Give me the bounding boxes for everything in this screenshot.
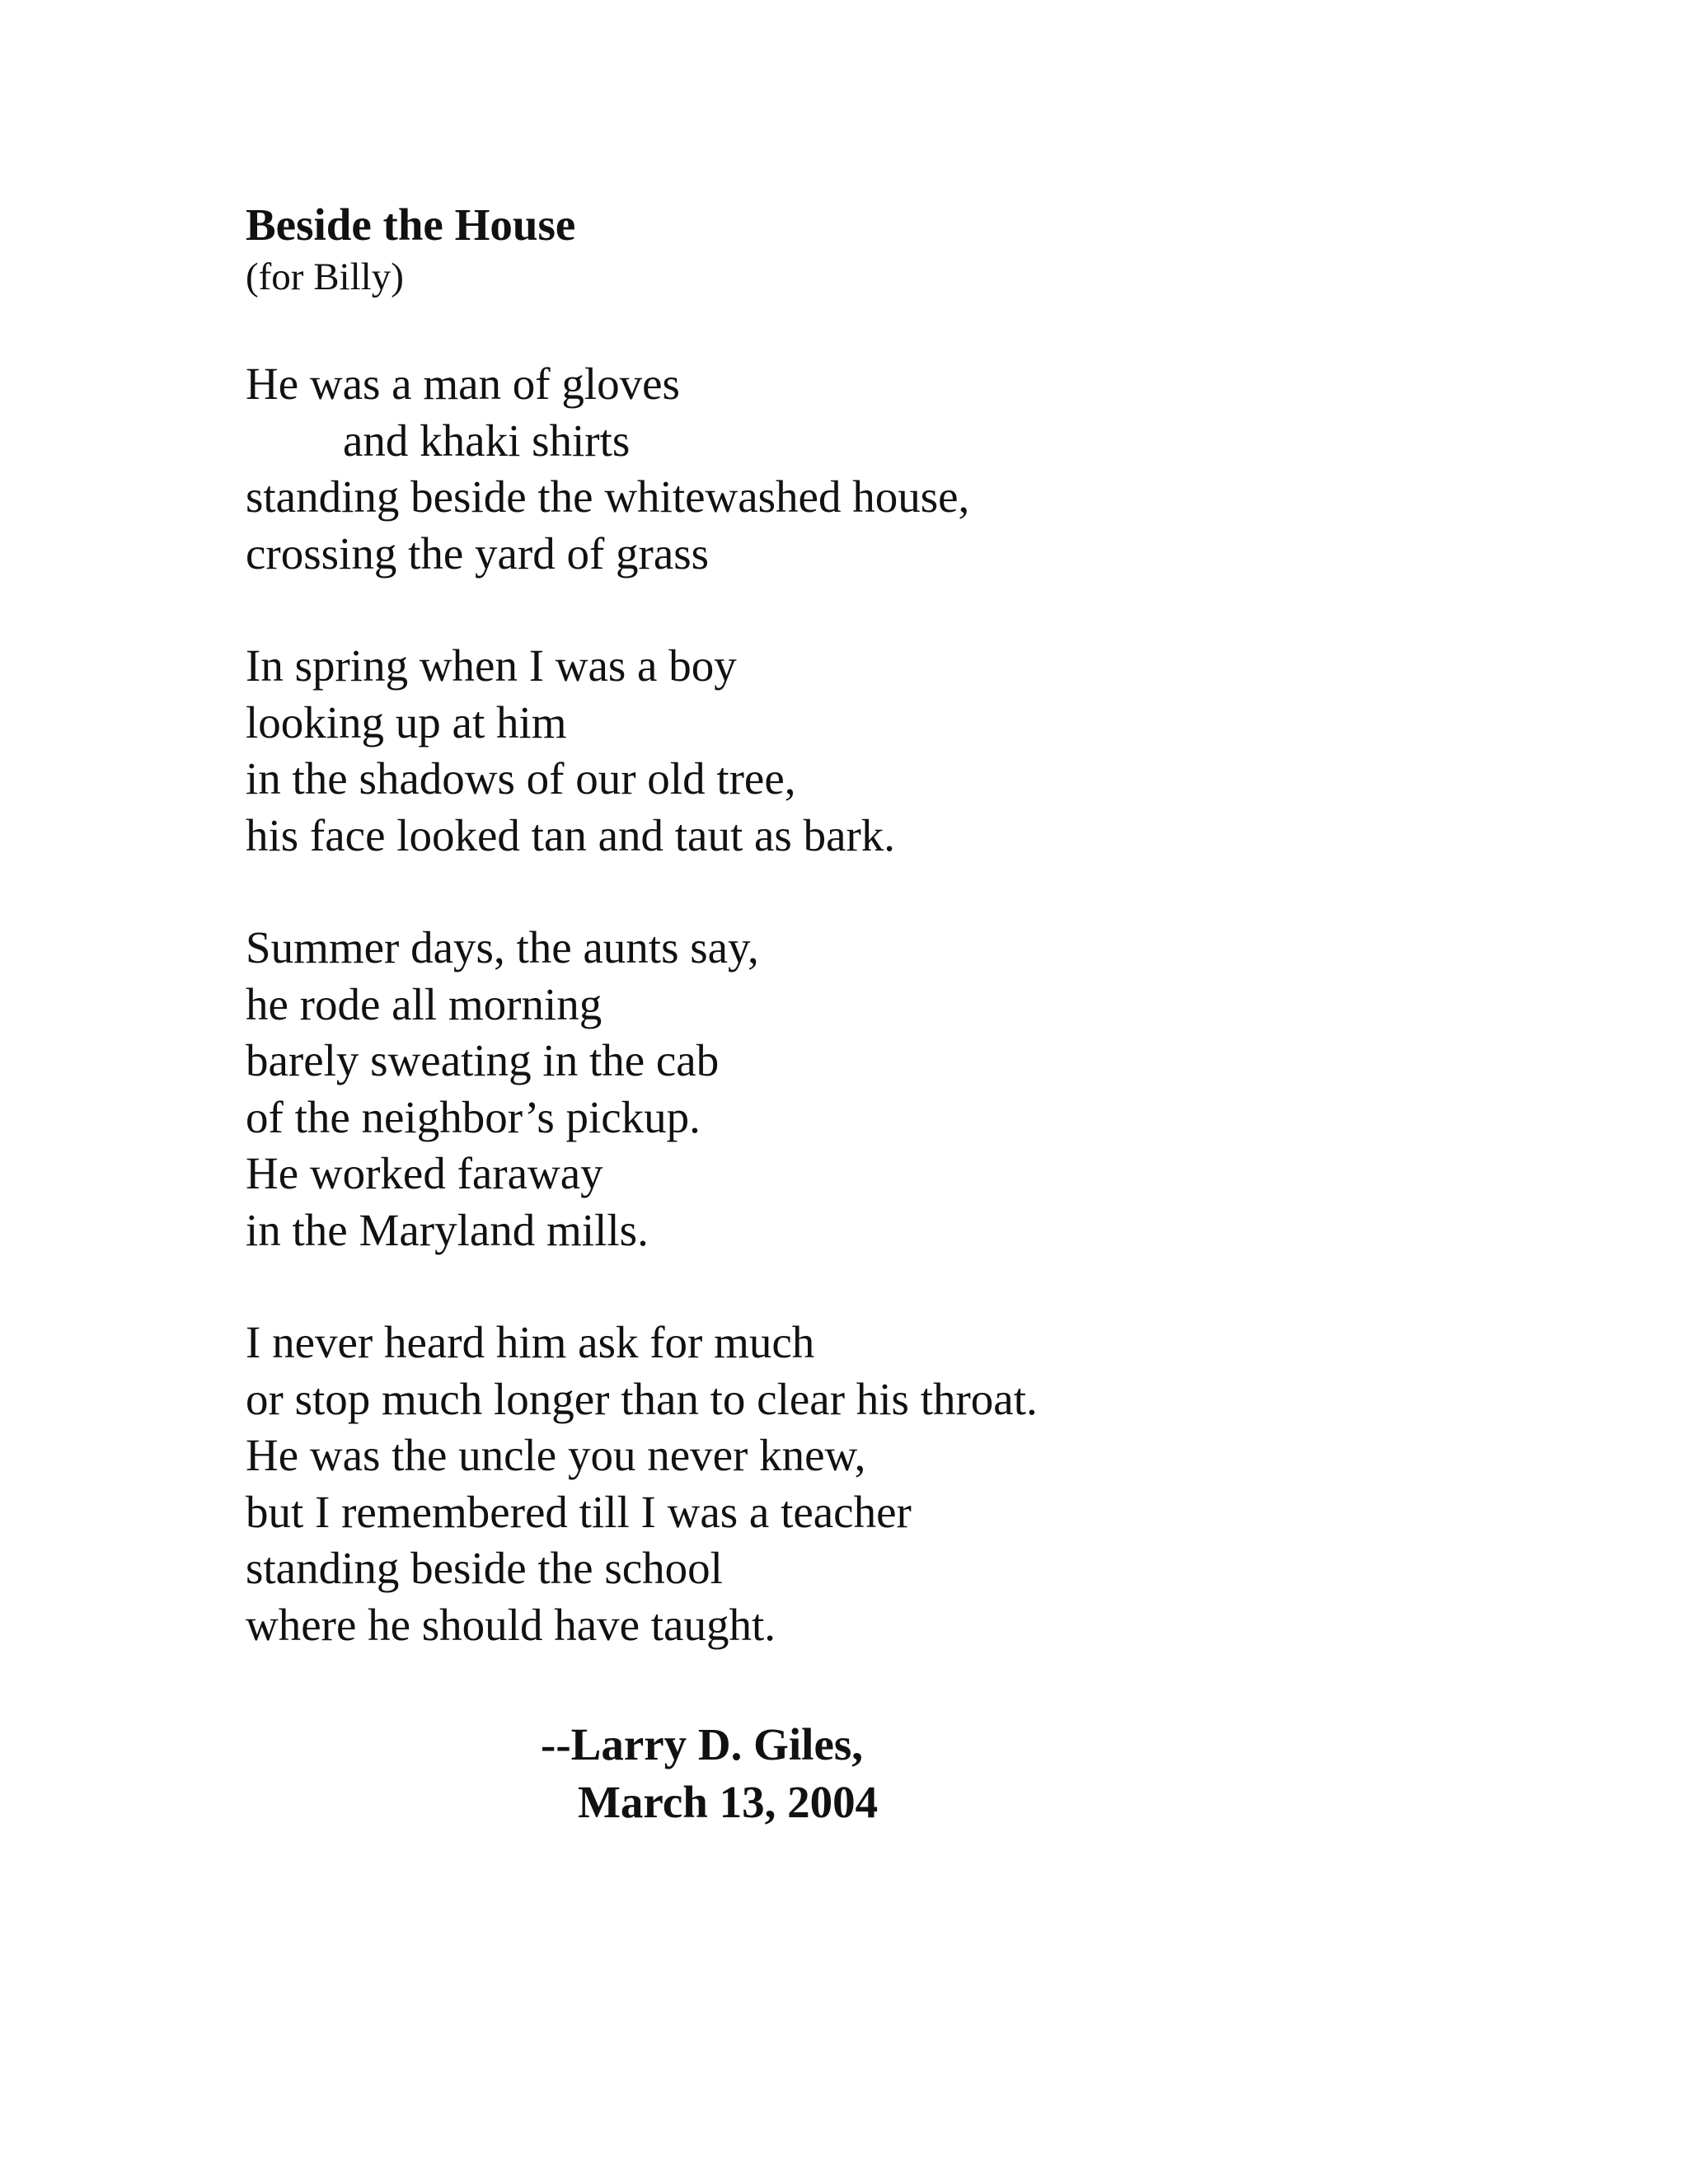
author-name: --Larry D. Giles, — [541, 1719, 864, 1769]
poem-dedication: (for Billy) — [246, 255, 404, 298]
poem-line: He was the uncle you never knew, — [246, 1430, 866, 1480]
poem-line: standing beside the whitewashed house, — [246, 471, 970, 522]
stanza-2 — [246, 638, 1482, 864]
poem-line: looking up at him — [246, 696, 567, 748]
signature-date: March 13, 2004 — [578, 1777, 879, 1827]
poem-line: his face looked tan and taut as bark. — [246, 809, 896, 860]
stanza-1 — [246, 356, 1482, 582]
poem-line: in the shadows of our old tree, — [246, 753, 796, 804]
poem-line: He worked faraway — [246, 1148, 603, 1198]
poem-line: but I remembered till I was a teacher — [246, 1486, 912, 1537]
poem-line: He was a man of gloves — [246, 359, 680, 409]
poem-line: Summer days, the aunts say, — [246, 922, 759, 972]
poem-line: I never heard him ask for much — [246, 1317, 815, 1367]
poem-title: Beside the House — [246, 199, 576, 250]
stanza-3 — [246, 920, 1482, 1258]
author-signature — [541, 1716, 878, 1831]
poem-line: where he should have taught. — [246, 1599, 776, 1650]
poem-line: he rode all morning — [246, 978, 603, 1029]
poem-line: barely sweating in the cab — [246, 1035, 720, 1085]
poem-line: in the Maryland mills. — [246, 1204, 649, 1255]
poem-line: or stop much longer than to clear his throat. — [246, 1373, 1038, 1424]
poem-line: of the neighbor’s pickup. — [246, 1091, 701, 1142]
poem-line-indented: and khaki shirts — [343, 415, 631, 466]
poem-line: In spring when I was a boy — [246, 640, 737, 691]
stanza-4 — [246, 1315, 1482, 1653]
poem-line: standing beside the school — [246, 1543, 723, 1593]
poem-body — [246, 356, 1482, 1709]
poem-line: crossing the yard of grass — [246, 527, 710, 579]
